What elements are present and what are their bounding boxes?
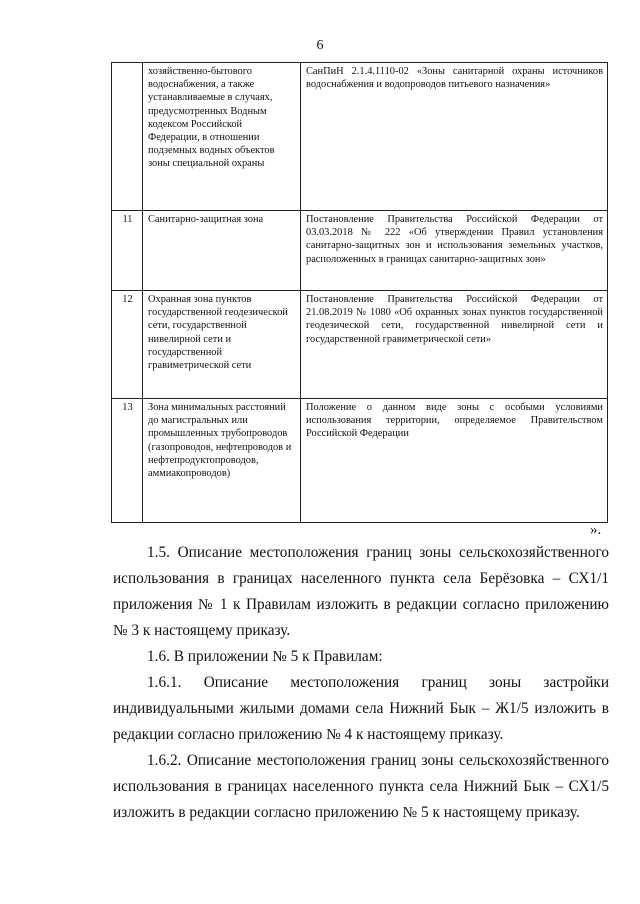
table-row bbox=[112, 291, 608, 399]
zone-name: хозяйственно-бытового водоснабжения, а также устанавливаемые в случаях, предусмотренных Водным кодексом Российской Федерации, в отношении подземных водных объектов зоны специальной охраны bbox=[143, 63, 301, 211]
zone-name: Зона минимальных расстояний до магистральных или промышленных трубопроводов (газопроводов, нефтепроводов и нефтепродуктопроводов, аммиакопроводов) bbox=[143, 399, 301, 523]
table-row bbox=[112, 63, 608, 211]
page-number: 6 bbox=[316, 38, 324, 53]
zones-table bbox=[111, 62, 608, 523]
table-row bbox=[112, 399, 608, 523]
zone-name: Охранная зона пунктов государственной геодезической сети, государственной нивелирной сети и государственной гравиметрической сети bbox=[143, 291, 301, 399]
table-row bbox=[112, 211, 608, 291]
table-closing-quote: ». bbox=[590, 522, 602, 538]
zone-legal-basis: Постановление Правительства Российской Федерации от 03.03.2018 № 222 «Об утверждении Правил установления санитарно-защитных зон и использования земельных участков, расположенных в границах санитарно-защитных зон» bbox=[301, 211, 608, 291]
zone-legal-basis: Положение о данном виде зоны с особыми условиями использования территории, определяемое Правительством Российской Федерации bbox=[301, 399, 608, 523]
paragraph-1-5: 1.5. Описание местоположения границ зоны сельскохозяйственного использования в границах населенного пункта села Берёзовка – СХ1/1 приложения № 1 к Правилам изложить в редакции согласно приложению № 3 к настоящему приказу. bbox=[113, 544, 609, 639]
zone-legal-basis: Постановление Правительства Российской Федерации от 21.08.2019 № 1080 «Об охранных зонах пунктов государственной геодезической сети, государственной нивелирной сети и государственной гравиметрической сети» bbox=[301, 291, 608, 399]
zone-name: Санитарно-защитная зона bbox=[143, 211, 301, 291]
paragraph-1-6: 1.6. В приложении № 5 к Правилам: bbox=[147, 648, 383, 665]
zone-legal-basis: СанПиН 2.1.4.1110-02 «Зоны санитарной охраны источников водоснабжения и водопроводов питьевого назначения» bbox=[301, 63, 608, 211]
row-number: 13 bbox=[112, 399, 143, 523]
row-number: 12 bbox=[112, 291, 143, 399]
paragraph-1-6-1: 1.6.1. Описание местоположения границ зоны застройки индивидуальными жилыми домами села Нижний Бык – Ж1/5 изложить в редакции согласно приложению № 4 к настоящему приказу. bbox=[113, 674, 609, 743]
paragraph-1-6-2: 1.6.2. Описание местоположения границ зоны сельскохозяйственного использования в границах населенного пункта села Нижний Бык – СХ1/5 изложить в редакции согласно приложению № 5 к настоящему приказу. bbox=[113, 752, 609, 821]
row-number: 11 bbox=[112, 211, 143, 291]
row-number bbox=[112, 63, 143, 211]
